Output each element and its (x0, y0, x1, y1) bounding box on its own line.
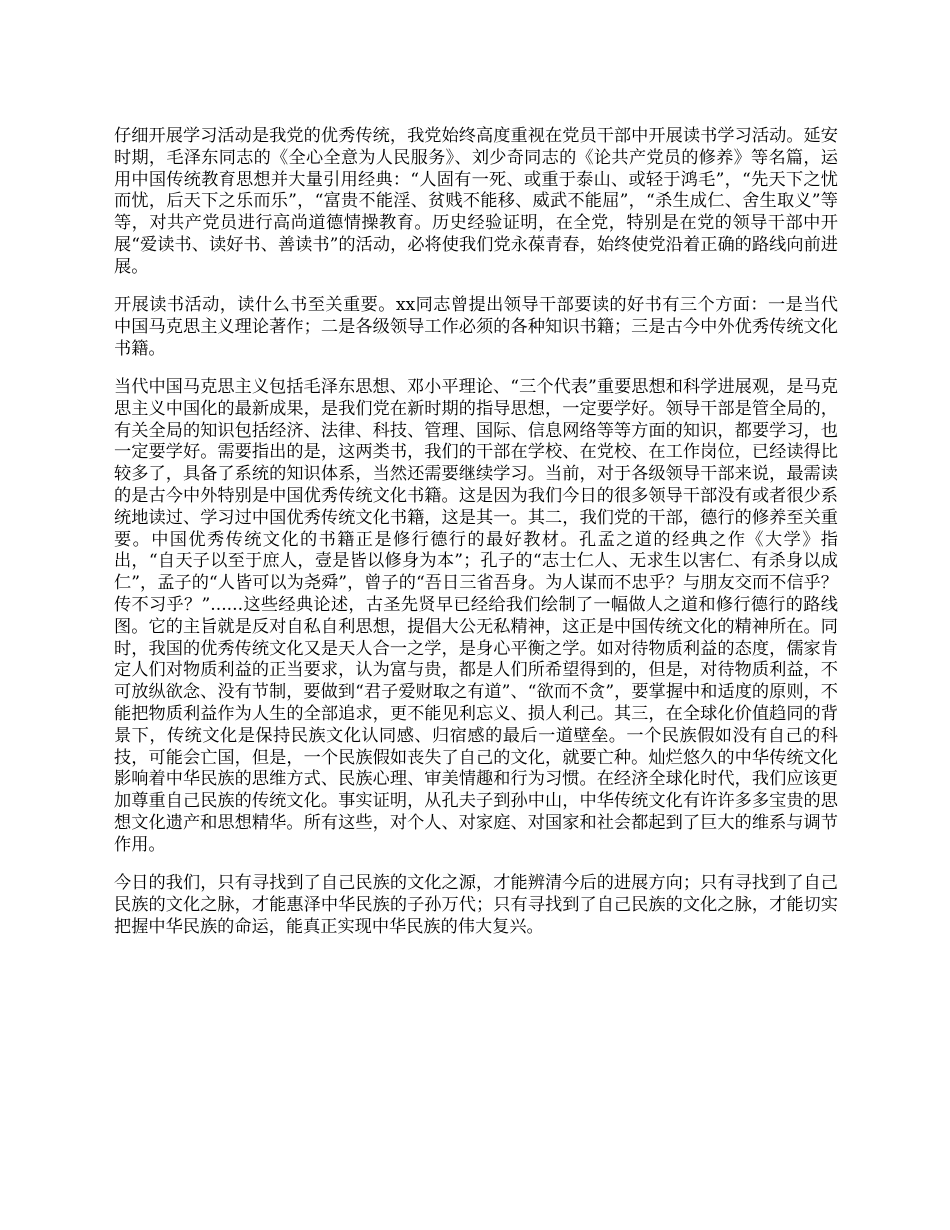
document-body (114, 126, 838, 955)
paragraph-2: 开展读书活动，读什么书至关重要。xx同志曾提出领导干部要读的好书有三个方面：一是当代中国马克思主义理论著作；二是各级领导工作必须的各种知识书籍；三是古今中外优秀传统文化书籍。 (114, 295, 838, 359)
paragraph-1: 仔细开展学习活动是我党的优秀传统，我党始终高度重视在党员干部中开展读书学习活动。延安时期，毛泽东同志的《全心全意为人民服务》、刘少奇同志的《论共产党员的修养》等名篇，运用中国传统教育思想并大量引用经典：“人固有一死、或重于泰山、或轻于鸿毛”，“先天下之忧而忧，后天下之乐而乐”，“富贵不能淫、贫贱不能移、威武不能屈”，“杀生成仁、舍生取义”等等，对共产党员进行高尚道德情操教育。历史经验证明，在全党，特别是在党的领导干部中开展“爱读书、读好书、善读书”的活动，必将使我们党永葆青春，始终使党沿着正确的路线向前进展。 (114, 126, 838, 277)
paragraph-3: 当代中国马克思主义包括毛泽东思想、邓小平理论、“三个代表”重要思想和科学进展观，是马克思主义中国化的最新成果，是我们党在新时期的指导思想，一定要学好。领导干部是管全局的，有关全局的知识包括经济、法律、科技、管理、国际、信息网络等等方面的知识，都要学习，也一定要学好。需要指出的是，这两类书，我们的干部在学校、在党校、在工作岗位，已经读得比较多了，具备了系统的知识体系，当然还需要继续学习。当前，对于各级领导干部来说，最需读的是古今中外特别是中国优秀传统文化书籍。这是因为我们今日的很多领导干部没有或者很少系统地读过、学习过中国优秀传统文化书籍，这是其一。其二，我们党的干部，德行的修养至关重要。中国优秀传统文化的书籍正是修行德行的最好教材。孔孟之道的经典之作《大学》指出，“自天子以至于庶人，壹是皆以修身为本”；孔子的“志士仁人、无求生以害仁、有杀身以成仁”，孟子的“人皆可以为尧舜”，曾子的“吾日三省吾身。为人谋而不忠乎？与朋友交而不信乎？传不习乎？”......这些经典论述，古圣先贤早已经给我们绘制了一幅做人之道和修行德行的路线图。它的主旨就是反对自私自利思想，提倡大公无私精神，这正是中国传统文化的精神所在。同时，我国的优秀传统文化又是天人合一之学，是身心平衡之学。如对待物质利益的态度，儒家肯定人们对物质利益的正当要求，认为富与贵，都是人们所希望得到的，但是，对待物质利益，不可放纵欲念、没有节制，要做到“君子爱财取之有道”、“欲而不贪”，要掌握中和适度的原则，不能把物质利益作为人生的全部追求，更不能见利忘义、损人利己。其三，在全球化价值趋同的背景下，传统文化是保持民族文化认同感、归宿感的最后一道壁垒。一个民族假如没有自己的科技，可能会亡国，但是，一个民族假如丧失了自己的文化，就要亡种。灿烂悠久的中华传统文化影响着中华民族的思维方式、民族心理、审美情趣和行为习惯。在经济全球化时代，我们应该更加尊重自己民族的传统文化。事实证明，从孔夫子到孙中山，中华传统文化有许许多多宝贵的思想文化遗产和思想精华。所有这些，对个人、对家庭、对国家和社会都起到了巨大的维系与调节作用。 (114, 376, 838, 855)
paragraph-4: 今日的我们，只有寻找到了自己民族的文化之源，才能辨清今后的进展方向；只有寻找到了自己民族的文化之脉，才能惠泽中华民族的子孙万代；只有寻找到了自己民族的文化之脉，才能切实把握中华民族的命运，能真正实现中华民族的伟大复兴。 (114, 873, 838, 937)
